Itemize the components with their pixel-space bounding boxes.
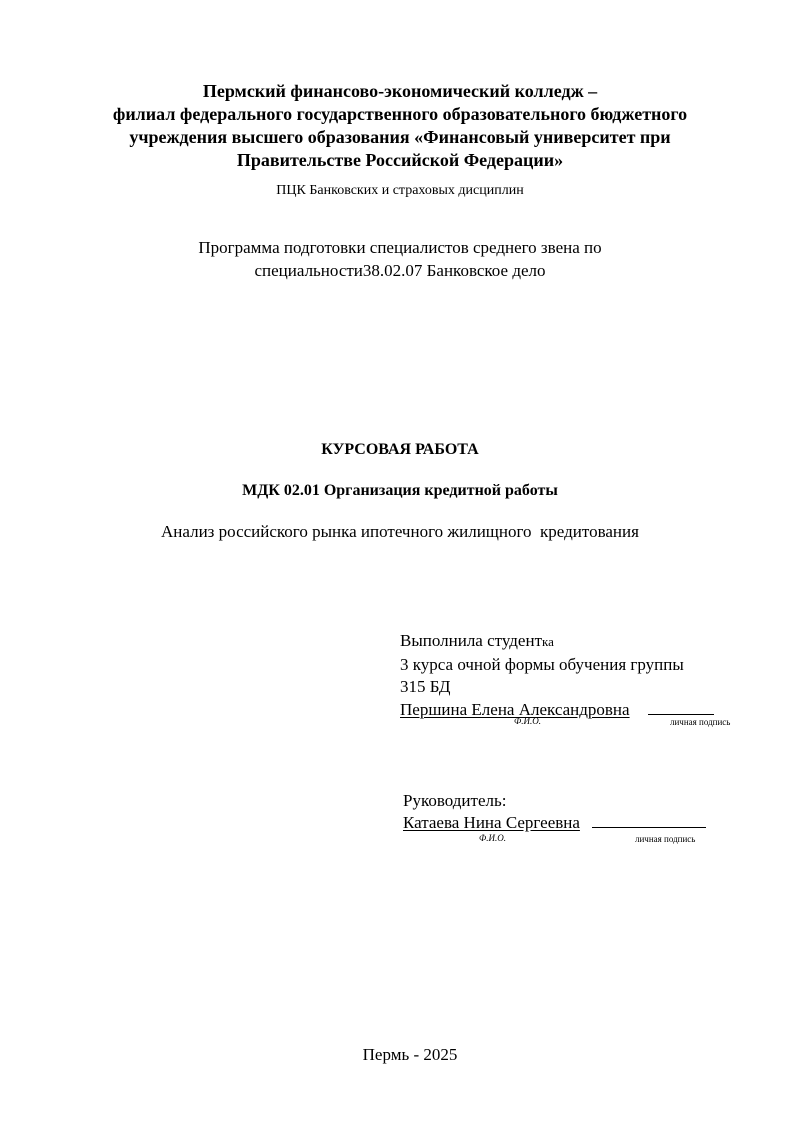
city-year: Пермь - 2025: [362, 1045, 458, 1064]
supervisor-name-row: [403, 812, 706, 834]
supervisor-name: Катаева Нина Сергеевна: [403, 813, 580, 832]
student-fio-caption: Ф.И.О.: [514, 716, 541, 726]
student-intro: [400, 630, 714, 654]
student-block: [400, 630, 714, 721]
student-group: 315 БД: [400, 677, 451, 696]
institution-header: [0, 80, 800, 172]
institution-line: Пермский финансово-экономический колледж –: [202, 81, 598, 101]
institution-line: филиал федерального государственного образовательного бюджетного: [112, 104, 688, 124]
student-name: Першина Елена Александровна: [400, 699, 630, 719]
supervisor-label: Руководитель:: [403, 791, 507, 810]
supervisor-block: [403, 790, 706, 834]
supervisor-fio-caption: Ф.И.О.: [479, 833, 506, 843]
work-type-title: КУРСОВАЯ РАБОТА: [321, 441, 479, 458]
student-signature-caption: личная подпись: [670, 717, 731, 727]
student-intro-suffix: ка: [542, 634, 554, 649]
program-line: специальности38.02.07 Банковское дело: [254, 261, 546, 280]
institution-line: учреждения высшего образования «Финансовый университет при: [129, 127, 671, 147]
topic-title: Анализ российского рынка ипотечного жилищного кредитования: [161, 522, 639, 541]
institution-line: Правительстве Российской Федерации»: [236, 150, 564, 170]
supervisor-signature-line: [592, 815, 706, 828]
student-name-row: [400, 699, 714, 722]
student-intro-main: Выполнила студент: [400, 631, 542, 650]
department: ПЦК Банковских и страховых дисциплин: [276, 183, 524, 198]
program-line: Программа подготовки специалистов среднего звена по: [198, 238, 602, 257]
student-course: 3 курса очной формы обучения группы: [400, 654, 684, 674]
discipline-title: МДК 02.01 Организация кредитной работы: [242, 482, 558, 499]
program-description: [0, 236, 800, 282]
student-signature-line: [648, 702, 714, 715]
supervisor-signature-caption: личная подпись: [635, 834, 696, 844]
